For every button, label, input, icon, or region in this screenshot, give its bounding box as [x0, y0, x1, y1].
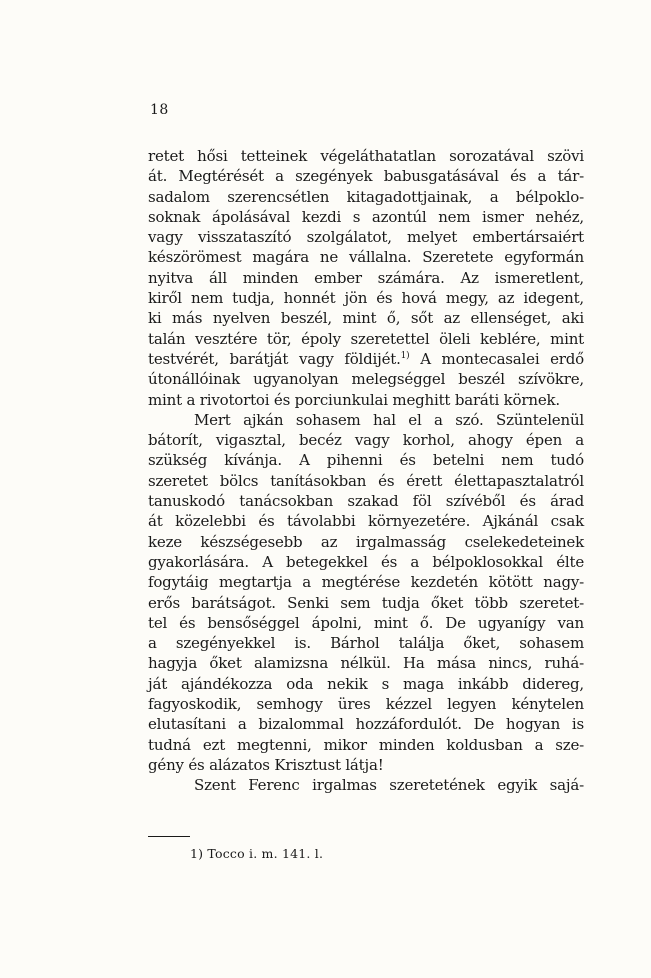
- footnote: 1) Tocco i. m. 141. l.: [190, 846, 324, 861]
- text-line: erős barátságot. Senki sem tudja őket több szeretet-: [148, 593, 584, 612]
- text-line: elutasítani a bizalommal hozzáfordulót. De hogyan is: [148, 715, 584, 734]
- body-text: [148, 146, 584, 796]
- text-line: keze készségesebb az irgalmasság cselekedeteinek: [148, 532, 584, 551]
- text-line: át. Megtérését a szegények babusgatásával és a tár-: [148, 167, 584, 186]
- text-line: a szegényekkel is. Bárhol találja őket, sohasem: [148, 634, 584, 653]
- text-line: fogytáig megtartja a megtérése kezdetén kötött nagy-: [148, 573, 584, 592]
- text-line: hagyja őket alamizsna nélkül. Ha mása nincs, ruhá-: [148, 654, 584, 673]
- text-line: szeretet bölcs tanításokban és érett élettapasztalatról: [148, 471, 584, 490]
- text-line: fagyoskodik, semhogy üres kézzel legyen kénytelen: [148, 695, 584, 714]
- text-line: vagy visszataszító szolgálatot, melyet embertársaiért: [148, 228, 584, 247]
- page-number: 18: [150, 102, 169, 118]
- footnote-divider: [148, 836, 190, 837]
- text-line: gyakorlására. A betegekkel és a bélpoklosokkal élte: [148, 552, 584, 571]
- text-line: tanuskodó tanácsokban szakad föl szívéből és árad: [148, 492, 584, 511]
- text-line: tudná ezt megtenni, mikor minden koldusban a sze-: [148, 735, 584, 754]
- text-line: nyitva áll minden ember számára. Az ismeretlent,: [148, 268, 584, 287]
- text-line: készörömest magára ne vállalna. Szeretete egyformán: [148, 248, 584, 267]
- text-line: talán vesztére tör, époly szeretettel öleli keblére, mint: [148, 329, 584, 348]
- text-line: mint a rivotortoi és porciunkulai meghitt baráti körnek.: [148, 390, 560, 409]
- text-line: szükség kívánja. A pihenni és betelni nem tudó: [148, 451, 584, 470]
- text-line: ját ajándékozza oda nekik s maga inkább didereg,: [148, 674, 584, 693]
- text-line-with-footnote-ref: [148, 349, 584, 369]
- text-line: át közelebbi és távolabbi környezetére. Ajkánál csak: [148, 512, 584, 531]
- text-line: bátorít, vigasztal, becéz vagy korhol, ahogy épen a: [148, 431, 584, 450]
- text-segment: testvérét, barátját vagy földijét.: [148, 349, 401, 368]
- text-segment: A montecasalei erdő: [409, 349, 585, 368]
- text-line: soknak ápolásával kezdi s azontúl nem ismer nehéz,: [148, 207, 584, 226]
- text-line: útonállóinak ugyanolyan melegséggel beszél szívökre,: [148, 370, 584, 389]
- footnote-reference: 1): [400, 350, 410, 361]
- paragraph-first-line: Mert ajkán sohasem hal el a szó. Szüntelenül: [194, 410, 584, 429]
- text-line: tel és bensőséggel ápolni, mint ő. De ugyanígy van: [148, 613, 584, 632]
- text-line: gény és alázatos Krisztust látja!: [148, 755, 384, 774]
- text-line: ki más nyelven beszél, mint ő, sőt az ellenséget, aki: [148, 309, 584, 328]
- text-line: retet hősi tetteinek végeláthatatlan sorozatával szövi: [148, 147, 584, 165]
- text-line: kiről nem tudja, honnét jön és hová megy, az idegent,: [148, 289, 584, 308]
- text-line: sadalom szerencsétlen kitagadottjainak, a bélpoklo-: [148, 187, 584, 206]
- paragraph-first-line: Szent Ferenc irgalmas szeretetének egyik sajá-: [194, 776, 584, 795]
